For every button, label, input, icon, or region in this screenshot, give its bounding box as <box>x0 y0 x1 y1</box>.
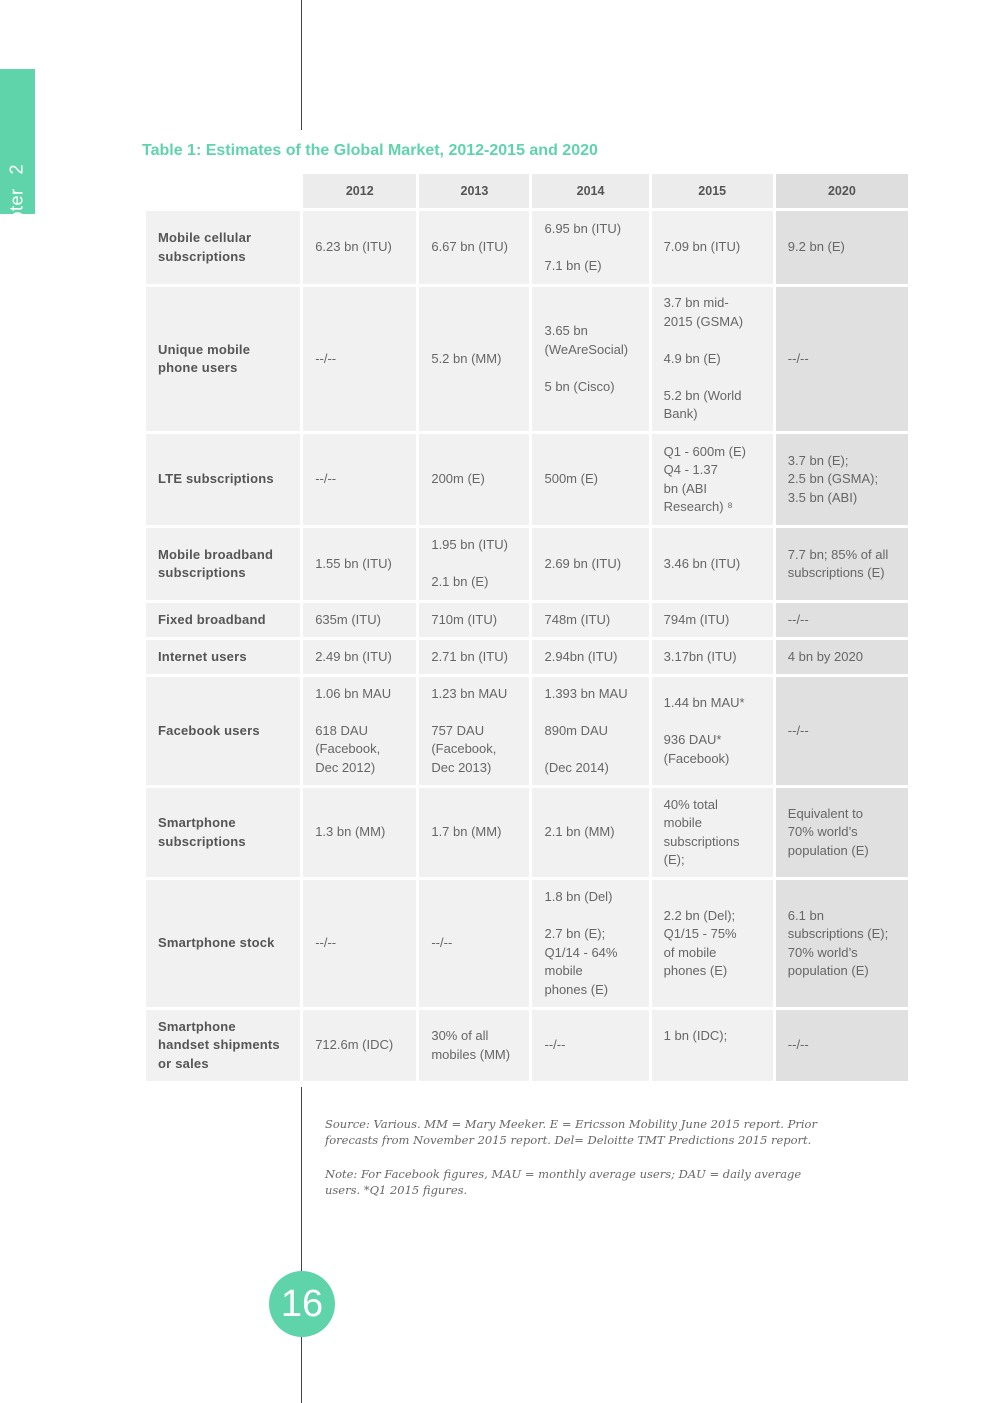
top-divider-line <box>301 0 302 130</box>
table-row <box>146 528 908 600</box>
table-cell: 1.3 bn (MM) <box>303 788 416 877</box>
table-cell: 6.95 bn (ITU) 7.1 bn (E) <box>532 211 648 284</box>
table-cell: 1.8 bn (Del) 2.7 bn (E); Q1/14 - 64% mobile phones (E) <box>532 880 648 1007</box>
table-cell: 710m (ITU) <box>419 603 529 637</box>
table-cell: 1.55 bn (ITU) <box>303 528 416 600</box>
header-year-2012: 2012 <box>303 174 416 208</box>
table-cell: 3.17bn (ITU) <box>652 640 773 674</box>
table-cell: --/-- <box>776 677 908 785</box>
table-cell: 1 bn (IDC); <box>652 1010 773 1081</box>
table-cell: 748m (ITU) <box>532 603 648 637</box>
table-row <box>146 603 908 637</box>
table-cell: 1.06 bn MAU 618 DAU (Facebook, Dec 2012) <box>303 677 416 785</box>
table-cell: --/-- <box>303 434 416 525</box>
table-cell: 40% total mobile subscriptions (E); <box>652 788 773 877</box>
row-label: Smartphone subscriptions <box>146 788 300 877</box>
table-cell: 7.7 bn; 85% of all subscriptions (E) <box>776 528 908 600</box>
header-year-2013: 2013 <box>419 174 529 208</box>
table-cell: --/-- <box>776 603 908 637</box>
table-cell: 7.09 bn (ITU) <box>652 211 773 284</box>
row-label: Unique mobile phone users <box>146 287 300 431</box>
table-row <box>146 880 908 1007</box>
table-cell: 1.7 bn (MM) <box>419 788 529 877</box>
table-row <box>146 434 908 525</box>
row-label: Smartphone handset shipments or sales <box>146 1010 300 1081</box>
global-market-table <box>143 171 911 1084</box>
table-cell: Q1 - 600m (E) Q4 - 1.37 bn (ABI Research) ⁸ <box>652 434 773 525</box>
table-header-row <box>146 174 908 208</box>
table-cell: 3.7 bn (E); 2.5 bn (GSMA); 3.5 bn (ABI) <box>776 434 908 525</box>
table-cell: 5.2 bn (MM) <box>419 287 529 431</box>
table-cell: 4 bn by 2020 <box>776 640 908 674</box>
table-cell: 1.23 bn MAU 757 DAU (Facebook, Dec 2013) <box>419 677 529 785</box>
table-cell: --/-- <box>303 880 416 1007</box>
header-blank-cell <box>146 174 300 208</box>
table-cell: 2.1 bn (MM) <box>532 788 648 877</box>
row-label: Facebook users <box>146 677 300 785</box>
facebook-note: Note: For Facebook figures, MAU = monthly average users; DAU = daily average users. *Q1 2015 figures. <box>325 1167 802 1197</box>
table-cell: 2.69 bn (ITU) <box>532 528 648 600</box>
page-number-badge <box>269 1271 335 1337</box>
chapter-label <box>7 164 28 256</box>
table-title: Table 1: Estimates of the Global Market, 2012-2015 and 2020 <box>142 142 598 159</box>
table-cell: 3.7 bn mid- 2015 (GSMA) 4.9 bn (E) 5.2 bn (World Bank) <box>652 287 773 431</box>
table-cell: 6.1 bn subscriptions (E); 70% world’s population (E) <box>776 880 908 1007</box>
header-year-2015: 2015 <box>652 174 773 208</box>
table-cell: Equivalent to 70% world’s population (E) <box>776 788 908 877</box>
table-row <box>146 788 908 877</box>
table-cell: 712.6m (IDC) <box>303 1010 416 1081</box>
chapter-number: 2 <box>6 163 27 175</box>
table-row <box>146 1010 908 1081</box>
table-cell: 500m (E) <box>532 434 648 525</box>
table-cell: 1.393 bn MAU 890m DAU (Dec 2014) <box>532 677 648 785</box>
table-cell: 3.65 bn (WeAreSocial) 5 bn (Cisco) <box>532 287 648 431</box>
table-cell: --/-- <box>419 880 529 1007</box>
table-cell: --/-- <box>303 287 416 431</box>
bottom-divider-line <box>301 1087 302 1403</box>
table-cell: 635m (ITU) <box>303 603 416 637</box>
table-cell: 9.2 bn (E) <box>776 211 908 284</box>
row-label: Internet users <box>146 640 300 674</box>
table-cell: 30% of all mobiles (MM) <box>419 1010 529 1081</box>
header-year-2014: 2014 <box>532 174 648 208</box>
row-label: LTE subscriptions <box>146 434 300 525</box>
table-cell: 2.94bn (ITU) <box>532 640 648 674</box>
row-label: Fixed broadband <box>146 603 300 637</box>
table-row <box>146 677 908 785</box>
table-row <box>146 211 908 284</box>
row-label: Mobile cellular subscriptions <box>146 211 300 284</box>
table-cell: 3.46 bn (ITU) <box>652 528 773 600</box>
source-note: Source: Various. MM = Mary Meeker. E = Ericsson Mobility June 2015 report. Prior forecasts from November 2015 report. Del= Deloitte TMT Predictions 2015 report. <box>325 1117 817 1147</box>
table-cell: 2.71 bn (ITU) <box>419 640 529 674</box>
table-cell: --/-- <box>532 1010 648 1081</box>
table-cell: 1.44 bn MAU* 936 DAU* (Facebook) <box>652 677 773 785</box>
table-row <box>146 640 908 674</box>
page-number: 16 <box>280 1282 324 1325</box>
table-cell: 2.49 bn (ITU) <box>303 640 416 674</box>
table-cell: 6.23 bn (ITU) <box>303 211 416 284</box>
row-label: Smartphone stock <box>146 880 300 1007</box>
row-label: Mobile broadband subscriptions <box>146 528 300 600</box>
table-cell: 794m (ITU) <box>652 603 773 637</box>
table-cell: 200m (E) <box>419 434 529 525</box>
header-year-2020: 2020 <box>776 174 908 208</box>
table-notes <box>325 1116 825 1216</box>
table-cell: 2.2 bn (Del); Q1/15 - 75% of mobile phones (E) <box>652 880 773 1007</box>
table-cell: 6.67 bn (ITU) <box>419 211 529 284</box>
table-cell: --/-- <box>776 1010 908 1081</box>
table-cell: 1.95 bn (ITU) 2.1 bn (E) <box>419 528 529 600</box>
table-cell: --/-- <box>776 287 908 431</box>
chapter-tab <box>0 69 35 257</box>
chapter-word: Chapter <box>6 188 27 257</box>
table-row <box>146 287 908 431</box>
